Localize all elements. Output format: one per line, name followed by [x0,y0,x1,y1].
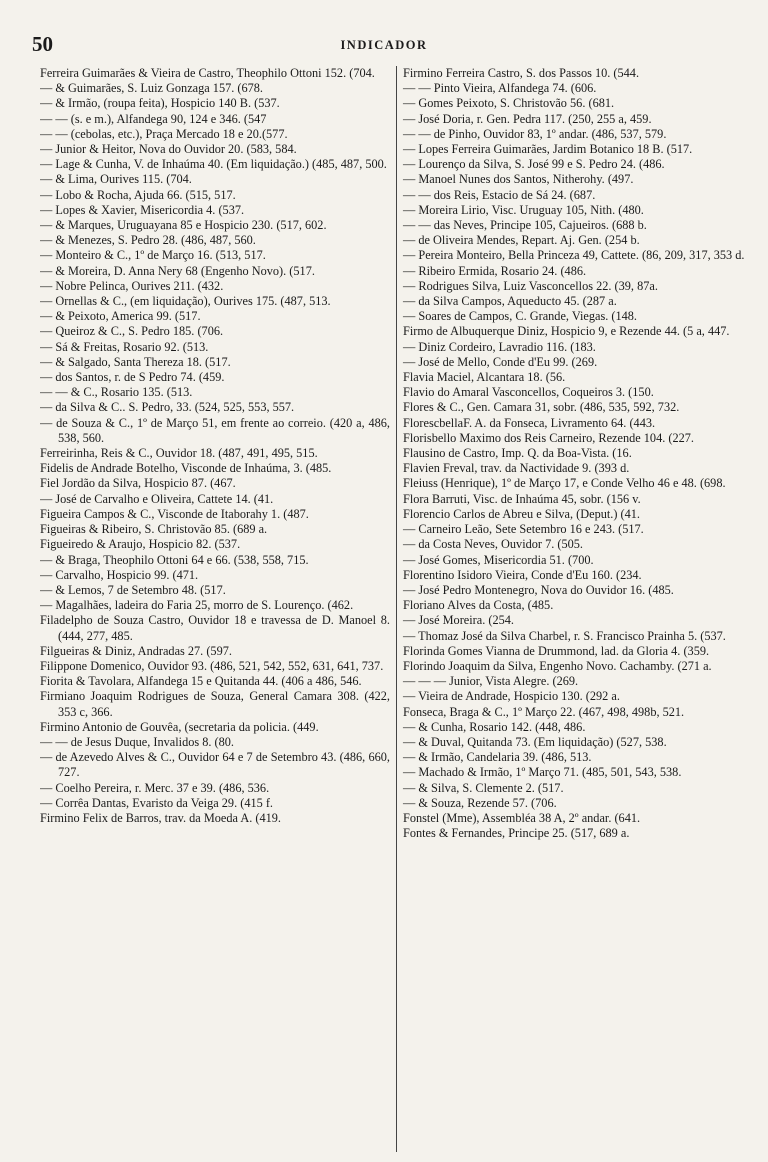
directory-entry: — José Doria, r. Gen. Pedra 117. (250, 255 a, 459. [403,111,652,126]
directory-entry: — Carvalho, Hospicio 99. (471. [40,567,199,582]
directory-entry: Firmino Felix de Barros, trav. da Moeda A. (419. [40,810,282,825]
directory-entry: — Lourenço da Silva, S. José 99 e S. Pedro 24. (486. [403,157,665,172]
directory-entry: — — & C., Rosario 135. (513. [40,385,193,400]
directory-entry: — & Lemos, 7 de Setembro 48. (517. [40,582,226,597]
directory-entry: — Sá & Freitas, Rosario 92. (513. [40,339,209,354]
directory-entry: — da Silva & C.. S. Pedro, 33. (524, 525, 553, 557. [40,400,295,415]
directory-entry: — José Gomes, Misericordia 51. (700. [403,552,594,567]
directory-entry: — Manoel Nunes dos Santos, Nitherohy. (497. [403,172,634,187]
directory-entry: Ferreirinha, Reis & C., Ouvidor 18. (487, 491, 495, 515. [40,446,318,461]
directory-entry: — José Moreira. (254. [403,613,514,628]
directory-entry: Fiorita & Tavolara, Alfandega 15 e Quitanda 44. (406 a 486, 546. [40,674,362,689]
directory-entry: — & Duval, Quitanda 73. (Em liquidação) (527, 538. [403,734,667,749]
directory-entry: Flora Barruti, Visc. de Inhaúma 45, sobr. (156 v. [403,491,641,506]
page-number: 50 [32,32,53,56]
directory-entry: — José de Mello, Conde d'Eu 99. (269. [403,354,598,369]
directory-entry: — & Souza, Rezende 57. (706. [403,795,557,810]
directory-entry: — dos Santos, r. de S Pedro 74. (459. [40,370,225,385]
directory-columns [40,66,754,1152]
directory-entry: — & Marques, Uruguayana 85 e Hospicio 230. (517, 602. [40,218,327,233]
directory-entry: — & Moreira, D. Anna Nery 68 (Engenho Novo). (517. [40,263,315,278]
directory-entry: — Gomes Peixoto, S. Christovão 56. (681. [403,96,615,111]
directory-entry: Flores & C., Gen. Camara 31, sobr. (486, 535, 592, 732. [403,400,680,415]
directory-entry: Fidelis de Andrade Botelho, Visconde de Inhaúma, 3. (485. [40,461,332,476]
directory-entry: — José de Carvalho e Oliveira, Cattete 14. (41. [40,491,274,506]
directory-entry: — José Pedro Montenegro, Nova do Ouvidor 16. (485. [403,582,674,597]
directory-entry: — Rodrigues Silva, Luiz Vasconcellos 22. (39, 87a. [403,278,658,293]
directory-entry: — Ribeiro Ermida, Rosario 24. (486. [403,263,587,278]
page-header [26,30,742,60]
directory-entry: — Vieira de Andrade, Hospicio 130. (292 a. [403,689,620,704]
directory-entry: — — (cebolas, etc.), Praça Mercado 18 e 20.(577. [40,126,288,141]
directory-entry: — da Costa Neves, Ouvidor 7. (505. [403,537,583,552]
directory-entry: Flavia Maciel, Alcantara 18. (56. [403,370,566,385]
directory-entry: — Carneiro Leão, Sete Setembro 16 e 243. (517. [403,522,644,537]
directory-entry: — da Silva Campos, Aqueducto 45. (287 a. [403,294,617,309]
directory-entry: Ferreira Guimarães & Vieira de Castro, Theophilo Ottoni 152. (704. [40,66,375,80]
directory-entry: — — dos Reis, Estacio de Sá 24. (687. [403,187,596,202]
directory-entry: Flausino de Castro, Imp. Q. da Boa-Vista. (16. [403,446,632,461]
directory-entry: — Soares de Campos, C. Grande, Viegas. (148. [403,309,638,324]
directory-entry: Figueira Campos & C., Visconde de Itaborahy 1. (487. [40,506,309,521]
directory-entry: — de Souza & C., 1º de Março 51, em frente ao correio. (420 a, 486, 538, 560. [40,415,390,445]
directory-entry: — & Menezes, S. Pedro 28. (486, 487, 560. [40,233,256,248]
directory-entry: — Machado & Irmão, 1º Março 71. (485, 501, 543, 538. [403,765,682,780]
directory-entry: Fonstel (Mme), Assembléa 38 A, 2º andar. (641. [403,810,641,825]
directory-entry: Fontes & Fernandes, Principe 25. (517, 689 a. [403,826,630,841]
directory-entry: — — de Jesus Duque, Invalidos 8. (80. [40,734,234,749]
directory-entry: Florinda Gomes Vianna de Drummond, lad. da Gloria 4. (359. [403,643,710,658]
directory-entry: — & Guimarães, S. Luiz Gonzaga 157. (678. [40,81,264,96]
directory-entry: — & Irmão, (roupa feita), Hospicio 140 B. (537. [40,96,280,111]
directory-entry: — Ornellas & C., (em liquidação), Ourives 175. (487, 513. [40,294,331,309]
directory-entry: Firmino Ferreira Castro, S. dos Passos 10. (544. [403,66,640,80]
directory-entry: Firmo de Albuquerque Diniz, Hospicio 9, e Rezende 44. (5 a, 447. [403,324,730,339]
directory-entry: — Lopes & Xavier, Misericordia 4. (537. [40,202,245,217]
directory-entry: — — — Junior, Vista Alegre. (269. [403,674,579,689]
directory-entry: Florisbello Maximo dos Reis Carneiro, Rezende 104. (227. [403,430,694,445]
directory-entry: Fleiuss (Henrique), 1º de Março 17, e Conde Velho 46 e 48. (698. [403,476,726,491]
directory-entry: — de Azevedo Alves & C., Ouvidor 64 e 7 de Setembro 43. (486, 660, 727. [40,750,390,780]
directory-entry: Flavio do Amaral Vasconcellos, Coqueiros 3. (150. [403,385,654,400]
directory-entry: Florindo Joaquim da Silva, Engenho Novo. Cachamby. (271 a. [403,658,712,673]
directory-entry: Figueiras & Ribeiro, S. Christovão 85. (689 a. [40,522,268,537]
left-column [40,66,397,1152]
directory-entry: Flavien Freval, trav. da Nactividade 9. (393 d. [403,461,630,476]
directory-entry: FlorescbellaF. A. da Fonseca, Livramento 64. (443. [403,415,656,430]
directory-entry: — Diniz Cordeiro, Lavradio 116. (183. [403,339,596,354]
directory-entry: — Coelho Pereira, r. Merc. 37 e 39. (486, 536. [40,780,270,795]
directory-entry: — & Irmão, Candelaria 39. (486, 513. [403,750,592,765]
directory-entry: Filippone Domenico, Ouvidor 93. (486, 521, 542, 552, 631, 641, 737. [40,658,384,673]
directory-entry: — — das Neves, Principe 105, Cajueiros. (688 b. [403,218,647,233]
directory-entry: — Moreira Lirio, Visc. Uruguay 105, Nith. (480. [403,202,644,217]
directory-entry: — Corrêa Dantas, Evaristo da Veiga 29. (415 f. [40,795,274,810]
directory-entry: Fiel Jordão da Silva, Hospicio 87. (467. [40,476,236,491]
directory-entry: Firmino Antonio de Gouvêa, (secretaria da policia. (449. [40,719,319,734]
directory-entry: — Monteiro & C., 1º de Março 16. (513, 517. [40,248,266,263]
directory-entry: — — de Pinho, Ouvidor 83, 1º andar. (486, 537, 579. [403,126,667,141]
directory-entry: — Nobre Pelinca, Ourives 211. (432. [40,278,224,293]
directory-entry: — & Silva, S. Clemente 2. (517. [403,780,564,795]
directory-entry: — Thomaz José da Silva Charbel, r. S. Francisco Prainha 5. (537. [403,628,726,643]
directory-entry: — & Peixoto, America 99. (517. [40,309,201,324]
directory-entry: Florencio Carlos de Abreu e Silva, (Deput.) (41. [403,506,641,521]
directory-entry: Fonseca, Braga & C., 1º Março 22. (467, 498, 498b, 521. [403,704,685,719]
directory-entry: Filadelpho de Souza Castro, Ouvidor 18 e travessa de D. Manoel 8. (444, 277, 485. [40,613,390,643]
right-column [397,66,754,1152]
directory-entry: — Lobo & Rocha, Ajuda 66. (515, 517. [40,187,236,202]
directory-entry: — — Pinto Vieira, Alfandega 74. (606. [403,81,597,96]
directory-entry: — Magalhães, ladeira do Faria 25, morro de S. Lourenço. (462. [40,598,354,613]
directory-entry: — Junior & Heitor, Nova do Ouvidor 20. (583, 584. [40,142,297,157]
directory-entry: — & Salgado, Santa Thereza 18. (517. [40,354,231,369]
directory-entry: — Lopes Ferreira Guimarães, Jardim Botanico 18 B. (517. [403,142,693,157]
directory-entry: Floriano Alves da Costa, (485. [403,598,554,613]
directory-entry: — Lage & Cunha, V. de Inhaúma 40. (Em liquidação.) (485, 487, 500. [40,157,387,172]
running-title: INDICADOR [340,38,428,52]
directory-entry: — — (s. e m.), Alfandega 90, 124 e 346. (547 [40,111,267,126]
directory-entry: — & Braga, Theophilo Ottoni 64 e 66. (538, 558, 715. [40,552,309,567]
directory-entry: Filgueiras & Diniz, Andradas 27. (597. [40,643,232,658]
directory-entry: — Pereira Monteiro, Bella Princeza 49, Cattete. (86, 209, 317, 353 d. [403,248,745,263]
directory-entry: Figueiredo & Araujo, Hospicio 82. (537. [40,537,241,552]
directory-entry: Florentino Isidoro Vieira, Conde d'Eu 160. (234. [403,567,642,582]
directory-entry: — & Cunha, Rosario 142. (448, 486. [403,719,586,734]
directory-entry: — de Oliveira Mendes, Repart. Aj. Gen. (254 b. [403,233,640,248]
directory-entry: Firmiano Joaquim Rodrigues de Souza, General Camara 308. (422, 353 c, 366. [40,689,390,719]
directory-entry: — Queiroz & C., S. Pedro 185. (706. [40,324,224,339]
directory-entry: — & Lima, Ourives 115. (704. [40,172,192,187]
